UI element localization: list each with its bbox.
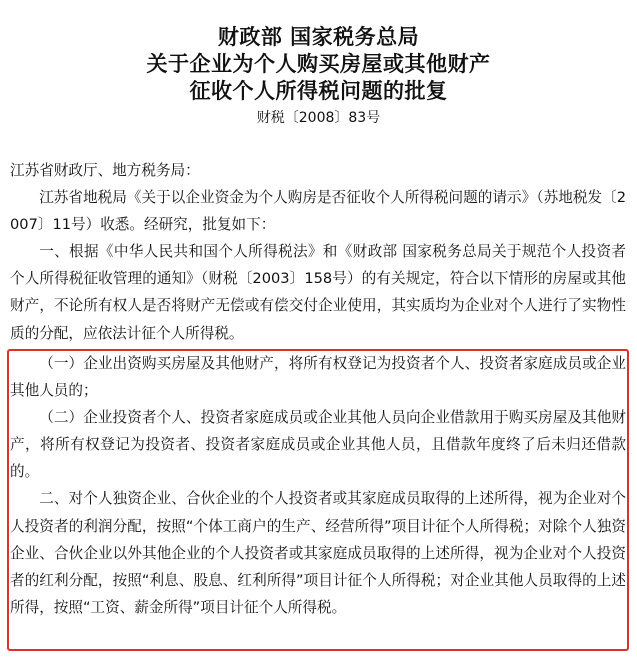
- item-one: （一）企业出资购买房屋及其他财产，将所有权登记为投资者个人、投资者家庭成员或企业其他人员的；: [10, 355, 626, 400]
- document-title-line-2: 征收个人所得税问题的批复: [189, 79, 448, 103]
- item-two: （二）企业投资者个人、投资者家庭成员或企业其他人员向企业借款用于购买房屋及其他财产，将所有权登记为投资者、投资者家庭成员或企业其他人员，且借款年度终了后未归还借款的。: [10, 409, 626, 481]
- highlighted-section: [10, 350, 626, 621]
- document-body: [10, 157, 626, 347]
- intro-paragraph: 江苏省地税局《关于以企业资金为个人购房是否征收个人所得税问题的请示》（苏地税发〔2007〕11号）收悉。经研究，批复如下：: [10, 189, 626, 234]
- document-title-line-1: 关于企业为个人购买房屋或其他财产: [146, 52, 491, 76]
- document-header: [0, 24, 637, 129]
- issuer-title: 财政部 国家税务总局: [217, 25, 420, 49]
- addressee: 江苏省财政厅、地方税务局：: [10, 162, 200, 179]
- paragraph-two: 二、对个人独资企业、合伙企业的个人投资者或其家庭成员取得的上述所得，视为企业对个人投资者的利润分配，按照“个体工商户的生产、经营所得”项目计征个人所得税；对除个人独资企业、合伙企业以外其他企业的个人投资者或其家庭成员取得的上述所得，视为企业对个人投资者的红利分配，按照“利息、股息、红利所得”项目计征个人所得税；对企业其他人员取得的上述所得，按照“工资、薪金所得”项目计征个人所得税。: [10, 490, 626, 616]
- paragraph-one: 一、根据《中华人民共和国个人所得税法》和《财政部 国家税务总局关于规范个人投资者个人所得税征收管理的通知》（财税〔2003〕158号）的有关规定，符合以下情形的房屋或其他财产，不论所有权人是否将财产无偿或有偿交付企业使用，其实质均为企业对个人进行了实物性质的分配，应依法计征个人所得税。: [10, 243, 626, 342]
- document-number: 财税〔2008〕83号: [256, 110, 381, 126]
